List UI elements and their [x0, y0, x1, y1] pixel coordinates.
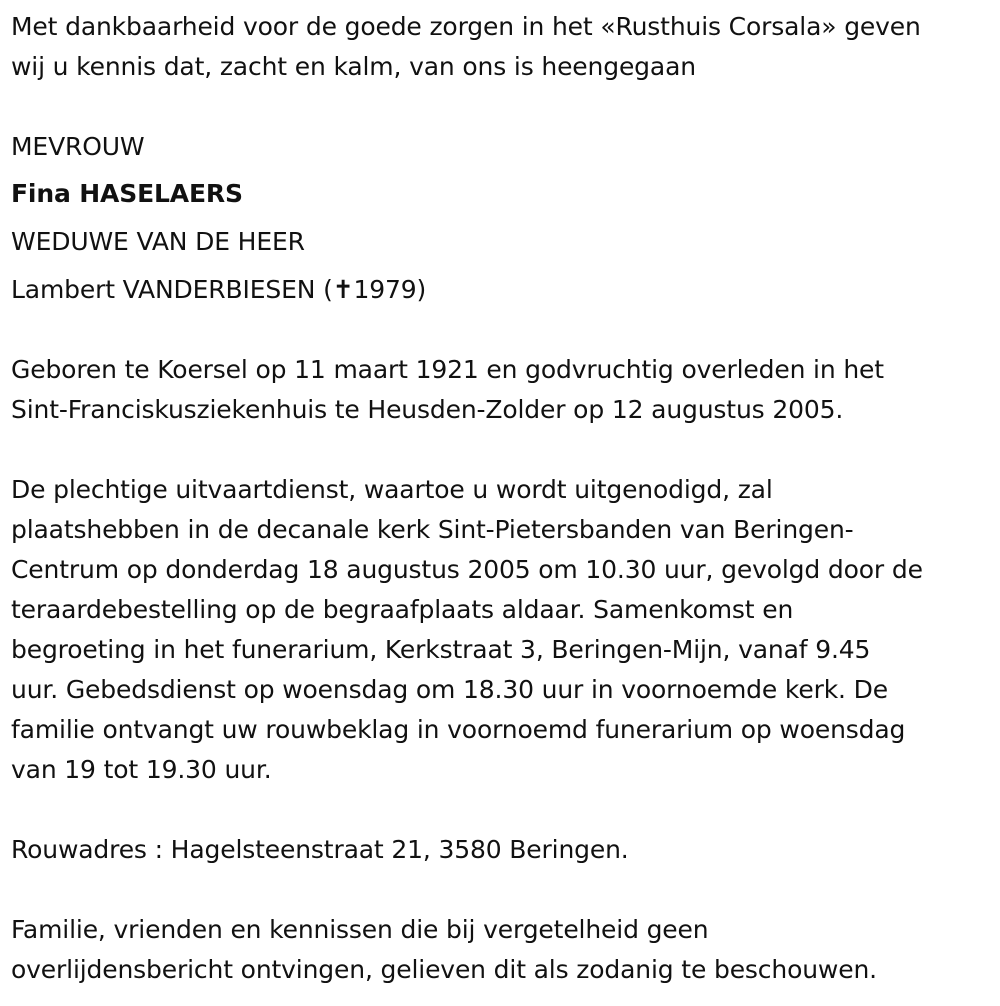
- closing-line-2: overlijdensbericht ontvingen, gelieven dit als zodanig te beschouwen.: [11, 955, 877, 984]
- birth-death-line-2: Sint-Franciskusziekenhuis te Heusden-Zolder op 12 augustus 2005.: [11, 395, 844, 424]
- funeral-line-6: uur. Gebedsdienst op woensdag om 18.30 uur in voornoemde kerk. De: [11, 675, 888, 704]
- mourning-address: Rouwadres : Hagelsteenstraat 21, 3580 Beringen.: [11, 835, 629, 864]
- funeral-line-8: van 19 tot 19.30 uur.: [11, 755, 272, 784]
- funeral-line-7: familie ontvangt uw rouwbeklag in voornoemd funerarium op woensdag: [11, 715, 906, 744]
- funeral-line-1: De plechtige uitvaartdienst, waartoe u wordt uitgenodigd, zal: [11, 475, 773, 504]
- birth-death-line-1: Geboren te Koersel op 11 maart 1921 en godvruchtig overleden in het: [11, 355, 884, 384]
- funeral-line-2: plaatshebben in de decanale kerk Sint-Pietersbanden van Beringen-: [11, 515, 854, 544]
- widow-of-label: WEDUWE VAN DE HEER: [11, 227, 305, 256]
- funeral-line-4: teraardebestelling op de begraafplaats aldaar. Samenkomst en: [11, 595, 794, 624]
- intro-line-1: Met dankbaarheid voor de goede zorgen in het «Rusthuis Corsala» geven: [11, 12, 921, 41]
- deceased-title: MEVROUW: [11, 132, 145, 161]
- funeral-line-5: begroeting in het funerarium, Kerkstraat 3, Beringen-Mijn, vanaf 9.45: [11, 635, 871, 664]
- spouse-name: Lambert VANDERBIESEN (✝1979): [11, 275, 427, 304]
- funeral-line-3: Centrum op donderdag 18 augustus 2005 om 10.30 uur, gevolgd door de: [11, 555, 923, 584]
- intro-line-2: wij u kennis dat, zacht en kalm, van ons is heengegaan: [11, 52, 696, 81]
- closing-line-1: Familie, vrienden en kennissen die bij vergetelheid geen: [11, 915, 709, 944]
- deceased-name: Fina HASELAERS: [11, 179, 243, 208]
